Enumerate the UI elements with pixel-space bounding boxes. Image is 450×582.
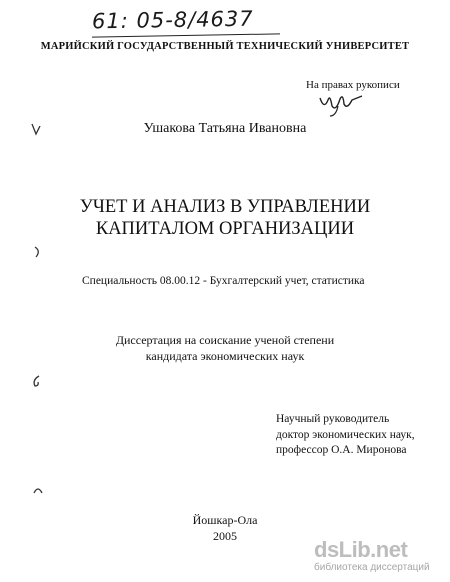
margin-mark-icon: [32, 483, 44, 497]
watermark: [314, 537, 442, 577]
degree-line: Диссертация на соискание ученой степени: [115, 333, 335, 347]
supervisor-line: Научный руководитель: [276, 413, 390, 425]
title-line: КАПИТАЛОМ ОРГАНИЗАЦИИ: [95, 219, 355, 239]
degree-statement: [0, 332, 450, 364]
city: Йошкар-Ола: [192, 513, 258, 527]
supervisor-block: [276, 412, 415, 459]
rights-note: На правах рукописи: [306, 79, 400, 91]
watermark-logo: dsLib.net: [314, 537, 408, 562]
handwritten-catalog-number: 61: 05-8/4637: [91, 6, 254, 34]
signature-icon: [316, 90, 366, 118]
degree-line: кандидата экономических наук: [145, 349, 305, 363]
supervisor-line: доктор экономических наук,: [276, 428, 415, 441]
handwritten-underline: [92, 33, 280, 37]
author-name: Ушакова Татьяна Ивановна: [143, 121, 307, 136]
supervisor-line: профессор О.А. Миронова: [276, 444, 407, 456]
margin-mark-icon: [32, 245, 44, 259]
university-name: МАРИЙСКИЙ ГОСУДАРСТВЕННЫЙ ТЕХНИЧЕСКИЙ УНИВЕРСИТЕТ: [40, 41, 410, 52]
year: 2005: [213, 529, 237, 543]
title-line: УЧЕТ И АНАЛИЗ В УПРАВЛЕНИИ: [79, 197, 371, 217]
specialty-line: Специальность 08.00.12 - Бухгалтерский учет, статистика: [82, 275, 365, 287]
watermark-subtitle: библиотека диссертаций: [314, 562, 430, 573]
margin-mark-icon: [30, 374, 42, 388]
dissertation-title: [0, 196, 450, 240]
